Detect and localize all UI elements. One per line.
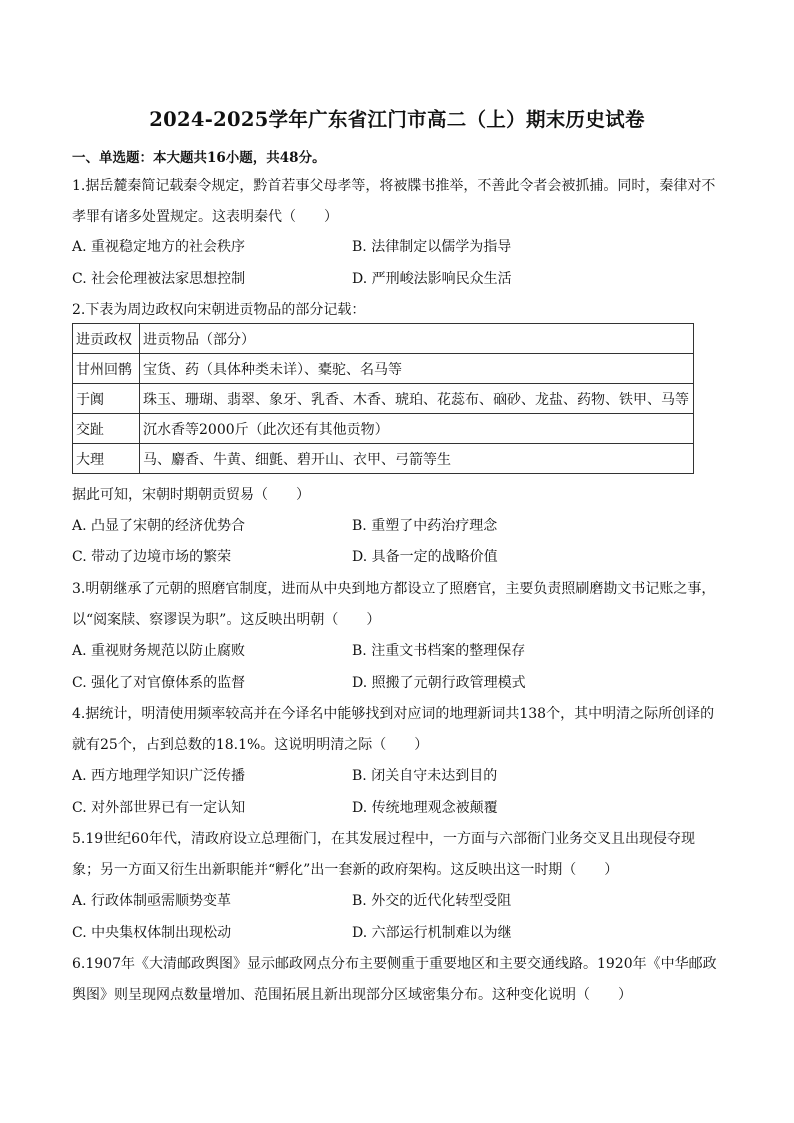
question-3-option-c: C. 强化了对官僚体系的监督 (72, 675, 246, 691)
question-1-option-b: B. 法律制定以儒学为指导 (352, 239, 512, 255)
question-3-line-2: 以“阅案牍、察谬误为职”。这反映出明朝（ ） (72, 612, 381, 628)
tribute-table (72, 323, 694, 474)
question-6-line-1: 6.1907年《大清邮政舆图》显示邮政网点分布主要侧重于重要地区和主要交通线路。1920年《中华邮政 (72, 956, 717, 972)
page-title: 2024-2025学年广东省江门市高二（上）期末历史试卷 (149, 108, 645, 131)
question-5-line-2: 象；另一方面又衍生出新职能并“孵化”出一套新的政府架构。这反映出这一时期（ ） (72, 862, 619, 878)
table-row (73, 354, 694, 384)
question-1-line-2: 孝罪有诸多处置规定。这表明秦代（ ） (72, 209, 338, 225)
table-cell: 交趾 (73, 414, 140, 444)
question-2-option-b: B. 重塑了中药治疗理念 (352, 518, 498, 534)
table-row (73, 324, 694, 354)
table-row (73, 384, 694, 414)
question-3-option-b: B. 注重文书档案的整理保存 (352, 643, 526, 659)
table-cell: 马、麝香、牛黄、细氈、碧开山、衣甲、弓箭等生 (140, 444, 694, 474)
section-heading: 一、单选题：本大题共16小题，共48分。 (72, 150, 326, 166)
question-4-option-d: D. 传统地理观念被颠覆 (352, 800, 498, 816)
question-4-line-1: 4.据统计，明清使用频率较高并在今译名中能够找到对应词的地理新词共138个，其中明清之际所创译的 (72, 706, 715, 722)
table-row (73, 444, 694, 474)
question-2-option-d: D. 具备一定的战略价值 (352, 549, 498, 565)
question-5-option-c: C. 中央集权体制出现松动 (72, 925, 232, 941)
table-cell: 进贡政权 (73, 324, 140, 354)
question-4-option-b: B. 闭关自守未达到目的 (352, 768, 498, 784)
table-cell: 大理 (73, 444, 140, 474)
question-1-option-a: A. 重视稳定地方的社会秩序 (72, 239, 246, 255)
question-3-option-a: A. 重视财务规范以防止腐败 (72, 643, 246, 659)
question-3-line-1: 3.明朝继承了元朝的照磨官制度，进而从中央到地方都设立了照磨官，主要负责照刷磨勘文书记账之事， (72, 581, 716, 597)
question-3-option-d: D. 照搬了元朝行政管理模式 (352, 675, 526, 691)
question-1-option-c: C. 社会伦理被法家思想控制 (72, 271, 246, 287)
table-row (73, 414, 694, 444)
question-5-line-1: 5.19世纪60年代，清政府设立总理衙门，在其发展过程中，一方面与六部衙门业务交叉且出现侵夺现 (72, 831, 695, 847)
table-cell: 进贡物品（部分） (140, 324, 694, 354)
question-5-option-b: B. 外交的近代化转型受阻 (352, 893, 512, 909)
table-cell: 珠玉、珊瑚、翡翠、象牙、乳香、木香、琥珀、花蕊布、硇砂、龙盐、药物、铁甲、马等 (140, 384, 694, 414)
question-6-line-2: 舆图》则呈现网点数量增加、范围拓展且新出现部分区域密集分布。这种变化说明（ ） (72, 987, 632, 1003)
table-cell: 宝货、药（具体种类未详）、橐驼、名马等 (140, 354, 694, 384)
question-5-option-a: A. 行政体制亟需顺势变革 (72, 893, 232, 909)
question-1-line-1: 1.据岳麓秦简记载秦令规定，黔首若事父母孝等，将被牒书推举，不善此令者会被抓捕。同时，秦律对不 (72, 178, 716, 194)
question-4-line-2: 就有25个，占到总数的18.1%。这说明明清之际（ ） (72, 737, 429, 753)
question-1-option-d: D. 严刑峻法影响民众生活 (352, 271, 512, 287)
question-2-option-a: A. 凸显了宋朝的经济优势合 (72, 518, 246, 534)
table-cell: 于阗 (73, 384, 140, 414)
table-cell: 甘州回鹘 (73, 354, 140, 384)
question-4-option-c: C. 对外部世界已有一定认知 (72, 800, 246, 816)
question-4-option-a: A. 西方地理学知识广泛传播 (72, 768, 246, 784)
table-cell: 沉水香等2000斤（此次还有其他贡物） (140, 414, 694, 444)
question-5-option-d: D. 六部运行机制难以为继 (352, 925, 512, 941)
question-2-stem: 据此可知，宋朝时期朝贡贸易（ ） (72, 487, 310, 503)
question-2-option-c: C. 带动了边境市场的繁荣 (72, 549, 232, 565)
question-2-line-1: 2.下表为周边政权向宋朝进贡物品的部分记载： (72, 302, 366, 318)
